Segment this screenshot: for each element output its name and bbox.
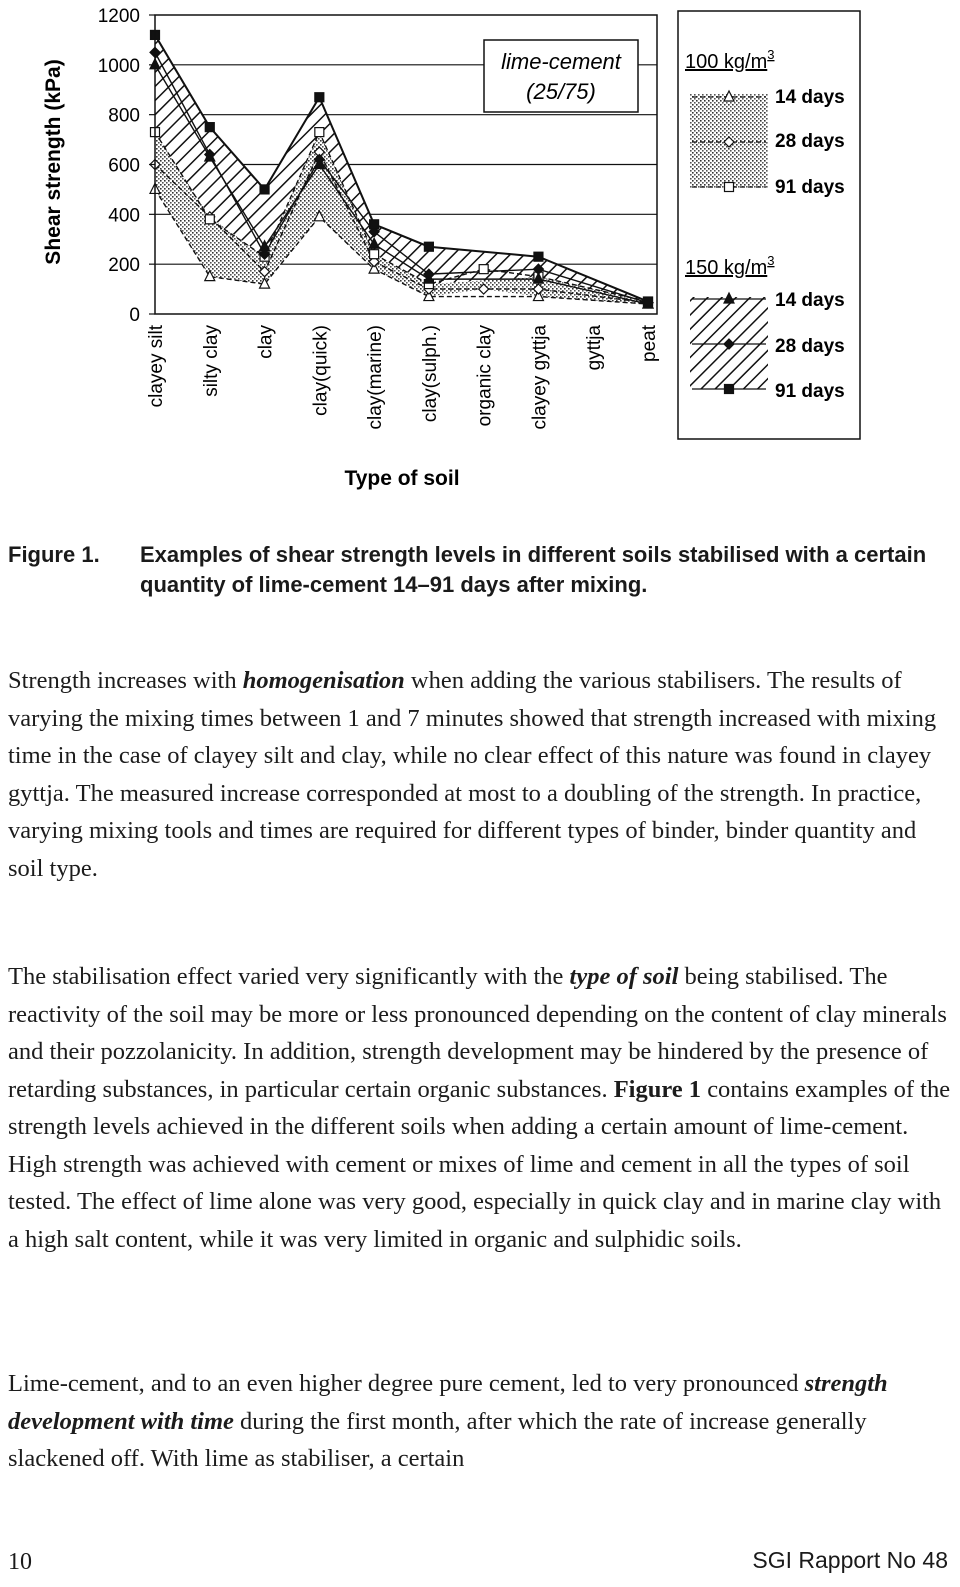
y-tick-label-800: 800 <box>108 105 140 127</box>
series-5-point-3 <box>315 93 324 102</box>
y-tick-label-200: 200 <box>108 255 140 277</box>
p3-text-2: during the first month, after which the rate of increase generally slackened off. With lime as stabiliser, a certain <box>8 1407 867 1472</box>
p2-text-2: being stabilised. The reactivity of the soil may be more or less pronounced depending on the content of clay minerals and their pozzolanicity. In addition, strength development may be hindered by the presence of retarding substances, in particular certain organic substances. <box>8 963 947 1103</box>
p2-emphasis: type of soil <box>569 963 679 990</box>
legend-100-91-label: 91 days <box>775 177 845 198</box>
legend <box>678 11 860 439</box>
legend-150-28-label: 28 days <box>775 336 845 357</box>
series-2-point-1 <box>205 215 214 224</box>
p3-emphasis: strength development with time <box>8 1370 888 1435</box>
caption-text: Examples of shear strength levels in different soils stabilised with a certain quantity of lime-cement 14–91 days after mixing. <box>140 542 927 597</box>
series-5-point-4 <box>370 220 379 229</box>
p1-text-2: when adding the various stabilisers. The results of varying the mixing times between 1 and 7 minutes showed that strength increased with mixing time in the case of clayey silt and clay, while no clear effect of this nature was found in clayey gyttja. The measured increase corresponded at most to a doubling of the strength. In practice, varying mixing tools and times are required for different types of binder, binder quantity and soil type. <box>8 667 937 882</box>
annotation-line-2: (25/75) <box>526 79 596 104</box>
caption-number: Figure 1. <box>8 542 100 567</box>
x-tick-label-silty-clay: silty clay <box>200 325 222 397</box>
p2-text-3: contains examples of the strength levels achieved in the different soils when adding a certain amount of lime-cement. High strength was achieved with cement or mixes of lime and cement in all the types of soil tested. The effect of lime alone was very good, especially in quick clay and in marine clay with a high salt content, while it was very limited in organic and sulphidic soils. <box>8 1075 951 1253</box>
p2-figure-ref: Figure 1 <box>613 1075 702 1103</box>
x-tick-label-gyttja: gyttja <box>584 325 606 371</box>
legend-100-28-label: 28 days <box>775 131 845 152</box>
x-axis-label: Type of soil <box>344 467 460 490</box>
x-tick-label-clay-quick-: clay(quick) <box>310 325 332 416</box>
y-axis-label: Shear strength (kPa) <box>42 59 65 265</box>
p1-emphasis: homogenisation <box>242 667 405 694</box>
y-tick-label-0: 0 <box>129 305 140 326</box>
x-tick-label-clay: clay <box>255 325 277 359</box>
y-tick-label-1000: 1000 <box>97 55 140 77</box>
series-5-point-2 <box>260 185 269 194</box>
series-5-point-1 <box>205 123 214 132</box>
shear-strength-chart <box>0 0 960 520</box>
annotation-line-1: lime-cement <box>501 49 621 74</box>
series-2-point-3 <box>315 128 324 137</box>
legend-marker-5 <box>725 385 734 394</box>
legend-marker-2 <box>725 183 734 192</box>
page-number: 10 <box>8 1549 32 1575</box>
series-2-point-6 <box>479 265 488 274</box>
x-tick-label-organic-clay: organic clay <box>474 325 496 427</box>
x-tick-label-clayey-gyttja: clayey gyttja <box>529 325 551 430</box>
series-5-point-9 <box>644 297 653 306</box>
p1-text-1: Strength increases with <box>8 667 243 694</box>
legend-title-150: 150 $kg/m^3$ <box>685 253 775 279</box>
series-5-point-5 <box>424 242 433 251</box>
legend-150-91-label: 91 days <box>775 381 845 402</box>
y-tick-label-400: 400 <box>108 205 140 227</box>
p2-text-1: The stabilisation effect varied very significantly with the <box>8 963 570 990</box>
y-tick-label-600: 600 <box>108 155 140 177</box>
p3-text-1: Lime-cement, and to an even higher degree pure cement, led to very pronounced <box>8 1370 805 1397</box>
paragraph-soil-type <box>8 958 952 1258</box>
x-tick-label-clay-marine-: clay(marine) <box>365 325 387 430</box>
legend-title-100: 100 $kg/m^3$ <box>685 47 775 73</box>
y-tick-label-1200: 1200 <box>97 6 140 27</box>
report-name: SGI Rapport No 48 <box>752 1547 948 1573</box>
x-tick-label-peat: peat <box>639 325 660 362</box>
x-tick-label-clay-sulph-: clay(sulph.) <box>419 325 441 423</box>
series-5-point-7 <box>534 252 543 261</box>
series-2-point-4 <box>370 250 379 259</box>
paragraph-homogenisation <box>8 662 952 887</box>
x-tick-label-clayey-silt: clayey silt <box>146 325 167 408</box>
legend-100-14-label: 14 days <box>775 87 845 108</box>
paragraph-strength-time <box>8 1365 952 1478</box>
legend-150-14-label: 14 days <box>775 290 845 311</box>
